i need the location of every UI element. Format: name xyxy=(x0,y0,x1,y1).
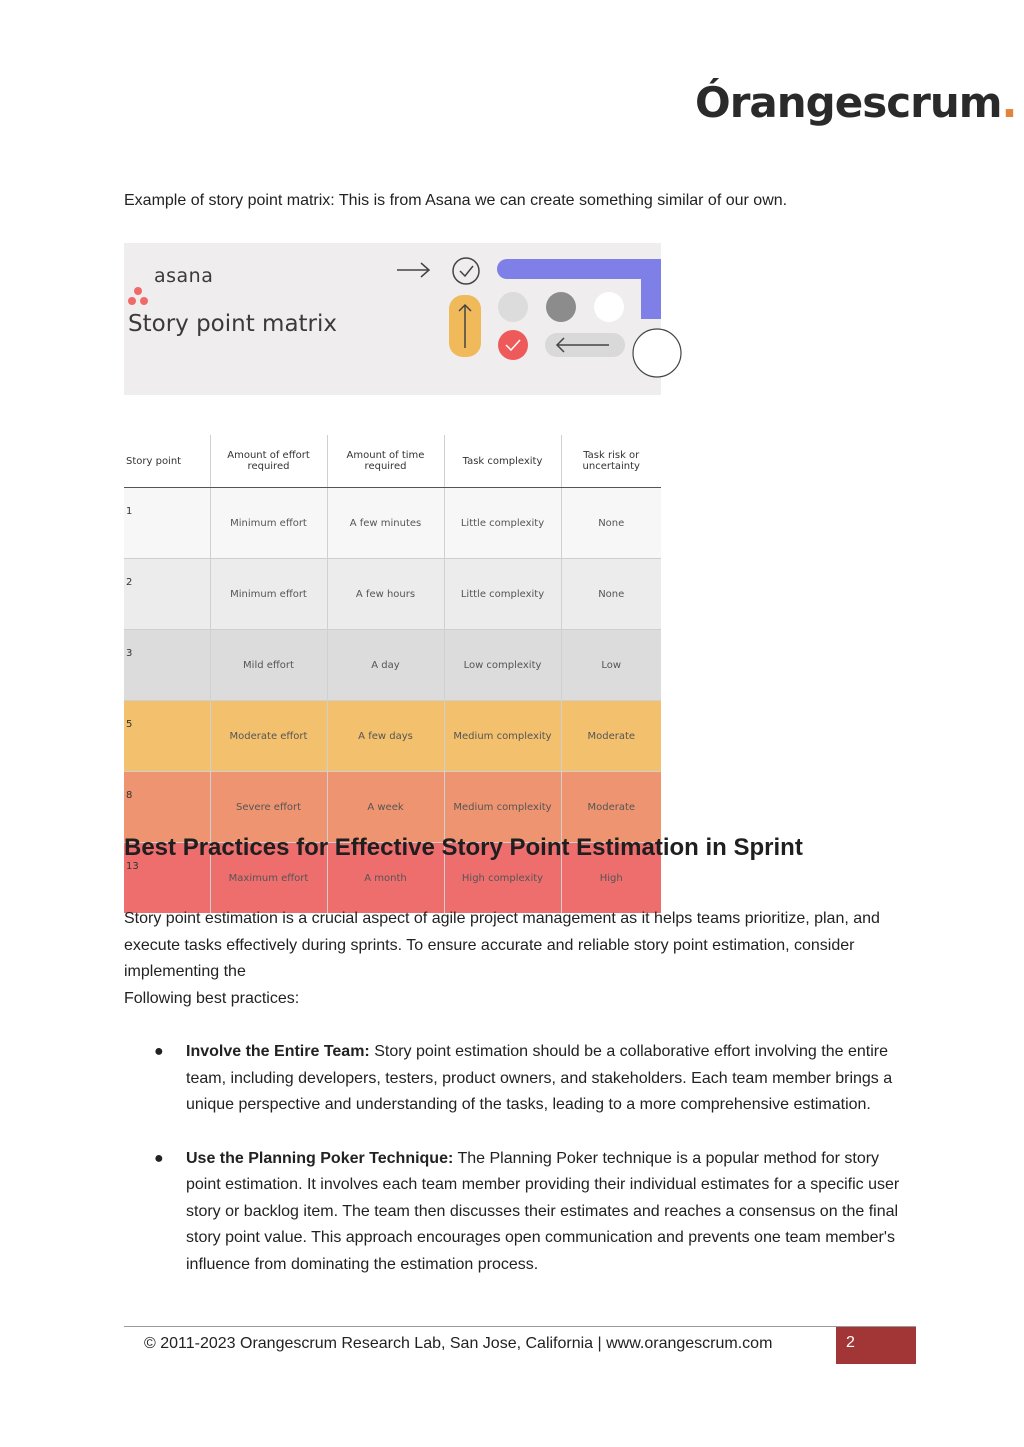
table-row xyxy=(124,701,661,772)
matrix-title: Story point matrix xyxy=(128,311,338,337)
column-header: Amount of effort required xyxy=(210,435,327,488)
asana-header-banner: asana Story point matrix xyxy=(124,243,661,395)
section-heading: Best Practices for Effective Story Point Estimation in Sprint xyxy=(124,834,803,861)
complexity-cell: Little complexity xyxy=(444,559,561,630)
effort-cell: Severe effort xyxy=(210,772,327,843)
column-header: Amount of time required xyxy=(327,435,444,488)
column-header: Story point xyxy=(124,435,210,488)
time-cell: A week xyxy=(327,772,444,843)
effort-cell: Moderate effort xyxy=(210,701,327,772)
table-header-row xyxy=(124,435,661,488)
paragraph-text: Story point estimation is a crucial aspect of agile project management as it helps teams prioritize, plan, and execute tasks effectively during sprints. To ensure accurate and reliable story point estimation, consider implementing the xyxy=(124,910,880,980)
complexity-cell: Medium complexity xyxy=(444,772,561,843)
effort-cell: Minimum effort xyxy=(210,559,327,630)
bullet-icon: ● xyxy=(154,1149,164,1167)
column-header: Task risk or uncertainty xyxy=(561,435,661,488)
list-item xyxy=(124,1146,914,1279)
body-paragraph xyxy=(124,906,904,1012)
story-point-cell: 8 xyxy=(124,772,210,843)
time-cell: A few days xyxy=(327,701,444,772)
best-practices-list xyxy=(124,1039,914,1305)
story-point-cell: 3 xyxy=(124,630,210,701)
time-cell: A day xyxy=(327,630,444,701)
complexity-cell: Little complexity xyxy=(444,488,561,559)
column-header: Task complexity xyxy=(444,435,561,488)
table-row xyxy=(124,488,661,559)
complexity-cell: Medium complexity xyxy=(444,701,561,772)
table-row xyxy=(124,630,661,701)
story-point-cell: 1 xyxy=(124,488,210,559)
risk-cell: None xyxy=(561,559,661,630)
decorative-shapes-icon xyxy=(389,253,661,388)
footer-text: © 2011-2023 Orangescrum Research Lab, San Jose, California | www.orangescrum.com xyxy=(144,1335,773,1352)
complexity-cell: Low complexity xyxy=(444,630,561,701)
effort-cell: Maximum effort xyxy=(210,843,327,914)
bullet-title: Use the Planning Poker Technique: xyxy=(186,1149,454,1167)
bullet-icon: ● xyxy=(154,1043,164,1060)
complexity-cell: High complexity xyxy=(444,843,561,914)
risk-cell: Moderate xyxy=(561,701,661,772)
asana-dots-icon xyxy=(128,289,150,309)
time-cell: A few minutes xyxy=(327,488,444,559)
bullet-text: The Planning Poker technique is a popular method for story point estimation. It involves each team member providing their individual estimates for a specific user story or backlog item. The team then discusses their estimates and reaches a consensus on the final story point value. This approach encourages open communication and prevents one team member's influence from dominating the estimation process. xyxy=(186,1149,900,1273)
risk-cell: High xyxy=(561,843,661,914)
story-point-cell: 2 xyxy=(124,559,210,630)
footer-divider xyxy=(124,1326,916,1327)
bullet-text: Story point estimation should be a collaborative effort involving the entire team, including developers, testers, product owners, and stakeholders. Each team member brings a unique perspective and understanding of the tasks, leading to a more comprehensive estimation. xyxy=(186,1043,893,1113)
effort-cell: Mild effort xyxy=(210,630,327,701)
paragraph-text: Following best practices: xyxy=(124,989,300,1007)
effort-cell: Minimum effort xyxy=(210,488,327,559)
time-cell: A few hours xyxy=(327,559,444,630)
intro-text: Example of story point matrix: This is from Asana we can create something similar of our own. xyxy=(124,192,788,209)
page-number-badge: 2 xyxy=(836,1327,916,1364)
story-point-cell: 13 xyxy=(124,843,210,914)
list-item xyxy=(124,1039,914,1119)
table-row xyxy=(124,559,661,630)
orangescrum-logo: Órangescrum. xyxy=(695,78,1017,127)
table-row xyxy=(124,772,661,843)
risk-cell: None xyxy=(561,488,661,559)
risk-cell: Moderate xyxy=(561,772,661,843)
story-point-cell: 5 xyxy=(124,701,210,772)
bullet-title: Involve the Entire Team: xyxy=(186,1043,370,1060)
risk-cell: Low xyxy=(561,630,661,701)
time-cell: A month xyxy=(327,843,444,914)
